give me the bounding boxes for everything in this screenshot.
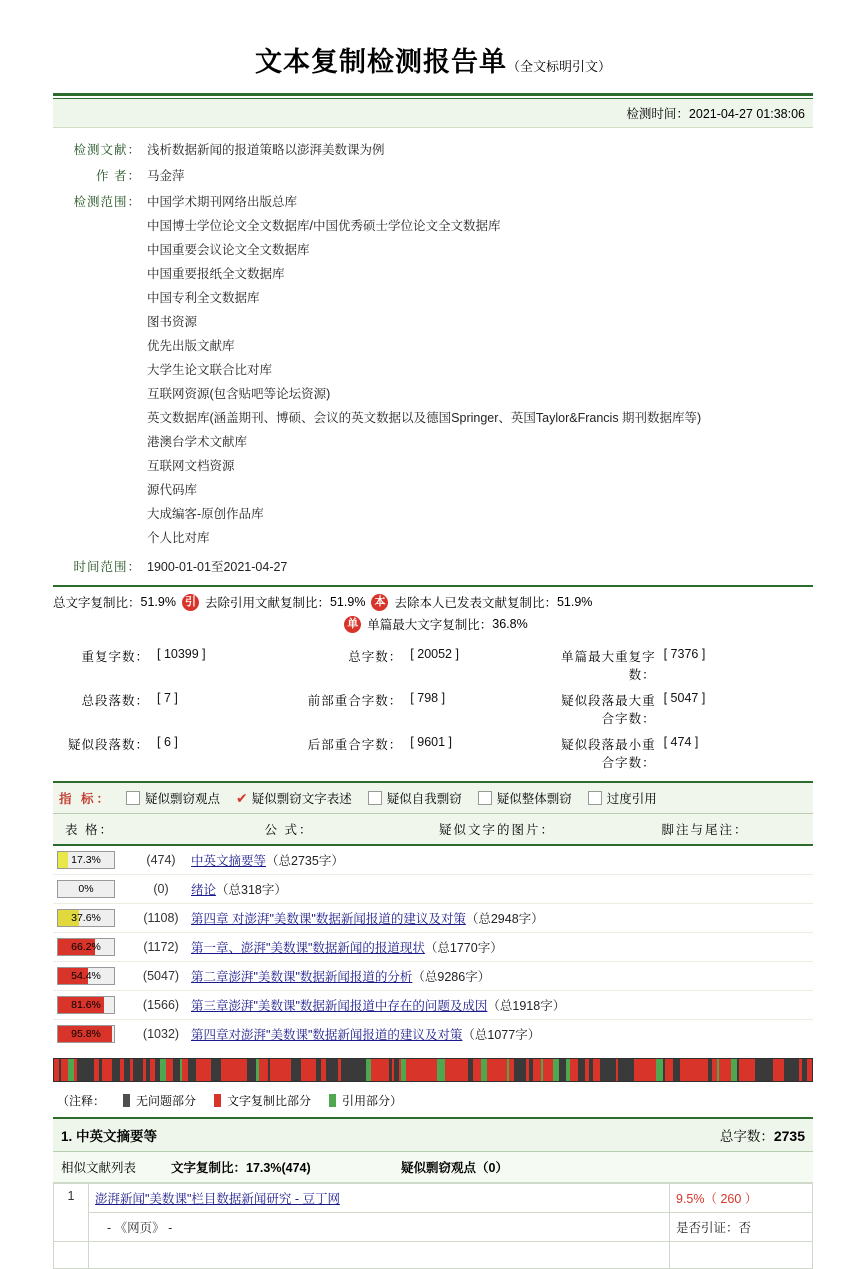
scope-label: 检测范围： [73, 195, 141, 209]
chapter-percent-label: 95.8% [71, 1028, 101, 1040]
stat-key: 疑似段落数： [67, 738, 149, 752]
stat-cell [306, 643, 559, 687]
scope-item: 优先出版文献库 [147, 339, 235, 353]
chapter-link[interactable]: 绪论 [191, 883, 217, 897]
chapter-percent-label: 81.6% [71, 999, 101, 1011]
scope-item: 图书资源 [147, 315, 198, 329]
stat-key: 疑似段落最大重合字数： [561, 694, 656, 726]
stats-line-2 [53, 613, 813, 639]
stat-value: [ 10399 ] [157, 647, 206, 661]
chapter-link[interactable]: 第一章、澎湃"美数课"数据新闻的报道现状 [191, 941, 425, 955]
reference-citation: 是否引证：否 [670, 1213, 813, 1242]
scope-item: 中国重要报纸全文数据库 [147, 267, 285, 281]
chapter-total: （总1077字） [462, 1028, 541, 1042]
section-title: 1. 中英文摘要等 [61, 1129, 158, 1144]
stat-cell [53, 731, 306, 775]
chapter-count: (5047) [142, 969, 180, 983]
stats-grid [53, 639, 813, 781]
chapter-count: (1566) [142, 998, 180, 1012]
chapter-count: (0) [153, 882, 169, 896]
chapter-percent-label: 0% [78, 883, 94, 895]
scope-item: 中国重要会议论文全文数据库 [147, 243, 310, 257]
checkbox-icon[interactable] [478, 791, 492, 805]
text-copy-label: 文字复制比： [171, 1161, 247, 1175]
chapter-title[interactable] [191, 1025, 540, 1043]
chapter-percent-bar [57, 909, 115, 927]
single-badge-icon: 单 [344, 616, 361, 633]
stat-key: 单篇最大重复字数： [561, 650, 656, 682]
text-copy-ratio [171, 1158, 401, 1176]
indicator-item-over-citation[interactable] [588, 789, 657, 807]
chapter-percent-bar [57, 880, 115, 898]
stat-cell [53, 643, 306, 687]
chapter-row[interactable] [53, 875, 813, 904]
chapter-link[interactable]: 第四章对澎湃"美数课"数据新闻报道的建议及对策 [191, 1028, 463, 1042]
chapter-list [53, 846, 813, 1048]
stat-value: [ 7376 ] [663, 647, 706, 661]
range-value: 1900-01-01至2021-04-27 [147, 560, 288, 574]
excl-self-value: 51.9% [556, 595, 593, 609]
info-row-range [53, 553, 813, 579]
chapter-percent-bar [57, 938, 115, 956]
stat-value: [ 798 ] [410, 691, 446, 705]
stat-value: [ 474 ] [663, 735, 699, 749]
excl-quote-value: 51.9% [329, 595, 366, 609]
reference-table [53, 1183, 813, 1269]
indicator-item-label: 疑似剽窃观点 [144, 792, 220, 806]
excl-self-label: 去除本人已发表文献复制比： [394, 596, 557, 610]
chapter-total: （总2948字） [465, 912, 544, 926]
checkbox-icon[interactable] [126, 791, 140, 805]
scope-item: 中国学术期刊网络出版总库 [147, 195, 298, 209]
chapter-title[interactable] [191, 967, 490, 985]
info-row-author [53, 162, 813, 188]
indicator-item-label: 疑似剽窃文字表述 [251, 792, 352, 806]
stat-key: 疑似段落最小重合字数： [561, 738, 656, 770]
chapter-count: (1032) [142, 1027, 180, 1041]
ribbon-legend [53, 1084, 813, 1119]
stat-value: [ 20052 ] [410, 647, 459, 661]
scope-item: 大学生论文联合比对库 [147, 363, 273, 377]
chapter-percent-bar [57, 1025, 115, 1043]
scope-item: 源代码库 [147, 483, 198, 497]
document-value: 浅析数据新闻的报道策略以澎湃美数课为例 [147, 143, 385, 157]
stat-value: [ 5047 ] [663, 691, 706, 705]
legend-swatch-copied-icon [214, 1094, 221, 1107]
stat-cell [306, 687, 559, 731]
stat-key: 后部重合字数： [307, 738, 403, 752]
stat-key: 总字数： [348, 650, 403, 664]
single-max-label: 单篇最大文字复制比： [367, 618, 493, 632]
reference-title-cell[interactable] [89, 1184, 670, 1213]
similarity-ribbon [53, 1058, 813, 1082]
page-title [53, 0, 813, 85]
legend-swatch-quoted-icon [329, 1094, 336, 1107]
stat-key: 总段落数： [81, 694, 149, 708]
self-badge-icon: 本 [371, 594, 388, 611]
excl-self-ratio [394, 593, 592, 611]
chapter-count: (1172) [143, 940, 179, 954]
range-label: 时间范围： [73, 560, 141, 574]
stat-cell [53, 687, 306, 731]
title-main: 文本复制检测报告单 [254, 47, 507, 77]
section-subheader [53, 1152, 813, 1183]
chapter-row[interactable] [53, 933, 813, 962]
suspected-idea-label: 疑似剽窃观点（0） [401, 1161, 508, 1175]
reference-link[interactable]: 澎湃新闻"美数课"栏目数据新闻研究 - 豆丁网 [95, 1192, 340, 1206]
chapter-title[interactable] [191, 909, 544, 927]
scope-item: 互联网文档资源 [147, 459, 235, 473]
chapter-count: (1108) [143, 911, 179, 925]
scope-item: 互联网资源(包含贴吧等论坛资源) [147, 387, 331, 401]
chapter-total: （总1770字） [424, 941, 503, 955]
stat-cell [306, 731, 559, 775]
section-total [720, 1125, 805, 1145]
chapter-title[interactable] [191, 880, 287, 898]
section-total-value: 2735 [773, 1128, 805, 1144]
chapter-percent-label: 54.4% [71, 970, 101, 982]
chapter-link[interactable]: 第二章澎湃"美数课"数据新闻报道的分析 [191, 970, 413, 984]
indicator-item-plagiarized-text[interactable] [236, 789, 352, 807]
scope-item: 个人比对库 [147, 531, 210, 545]
scope-item: 中国博士学位论文全文数据库/中国优秀硕士学位论文全文数据库 [147, 219, 501, 233]
total-copy-ratio [53, 593, 176, 611]
chapter-link[interactable]: 第三章澎湃"美数课"数据新闻报道中存在的问题及成因 [191, 999, 488, 1013]
row-index-empty [54, 1242, 89, 1269]
chapter-total: （总9286字） [412, 970, 491, 984]
indicator-image-label: 疑似文字的图片： [438, 823, 555, 837]
reference-empty-cell [670, 1242, 813, 1269]
chapter-link[interactable]: 第四章 对澎湃"美数课"数据新闻报道的建议及对策 [191, 912, 466, 926]
reference-percent: 9.5%（ 260 ） [670, 1184, 813, 1213]
section-total-label: 总字数： [719, 1129, 774, 1144]
excl-quote-label: 去除引用文献复制比： [204, 596, 330, 610]
chapter-total: （总318字） [216, 883, 287, 897]
document-label: 检测文献： [73, 143, 141, 157]
checkbox-icon[interactable] [368, 791, 382, 805]
chapter-percent-bar [57, 851, 115, 869]
chapter-row[interactable] [53, 1020, 813, 1048]
chapter-total: （总2735字） [266, 854, 344, 868]
indicator-item-self-plagiarism[interactable] [368, 789, 462, 807]
info-row-document [53, 136, 813, 162]
single-max-value: 36.8% [492, 617, 528, 631]
chapter-total: （总1918字） [487, 999, 566, 1013]
stat-key: 前部重合字数： [307, 694, 403, 708]
text-copy-value: 17.3%(474) [246, 1161, 311, 1175]
stat-cell [560, 731, 813, 775]
stat-value: [ 6 ] [157, 735, 178, 749]
chapter-row[interactable] [53, 991, 813, 1020]
stats-line-1 [53, 587, 813, 613]
chapter-count: (474) [146, 853, 176, 867]
section-header [53, 1119, 813, 1152]
indicator-table-label: 表 格： [65, 823, 114, 837]
chapter-percent-bar [57, 967, 115, 985]
scope-list [147, 192, 813, 549]
table-row [54, 1213, 813, 1242]
chapter-percent-label: 37.6% [71, 912, 101, 924]
chapter-title[interactable] [191, 996, 565, 1014]
divider-thick [53, 93, 813, 96]
indicator-item-label: 疑似自我剽窃 [386, 792, 462, 806]
legend-label-normal: 无问题部分 [136, 1094, 197, 1108]
legend-swatch-normal-icon [123, 1094, 130, 1107]
chapter-percent-label: 66.2% [71, 941, 101, 953]
check-icon: ✔ [236, 789, 248, 806]
stat-key: 重复字数： [81, 650, 149, 664]
scope-item: 英文数据库(涵盖期刊、博硕、会议的英文数据以及德国Springer、英国Taylor&Francis 期刊数据库等) [147, 411, 702, 425]
row-index: 1 [54, 1184, 89, 1242]
author-label: 作 者： [96, 169, 141, 183]
chapter-link[interactable]: 中英文摘要等 [191, 854, 267, 868]
stat-cell [560, 687, 813, 731]
scope-item: 大成编客-原创作品库 [147, 507, 264, 521]
excl-quote-ratio [205, 593, 365, 611]
scope-item: 港澳台学术文献库 [147, 435, 248, 449]
indicator-item-label: 过度引用 [606, 792, 657, 806]
table-row[interactable] [54, 1184, 813, 1213]
legend-label-quoted: 引用部分 [342, 1094, 391, 1108]
stat-value: [ 7 ] [157, 691, 178, 705]
legend-prefix: （注释： [57, 1094, 106, 1108]
total-copy-value: 51.9% [140, 595, 176, 609]
chapter-row[interactable] [53, 904, 813, 933]
info-row-scope [53, 188, 813, 553]
similar-list-label: 相似文献列表 [61, 1161, 137, 1175]
indicator-item-plagiarized-idea[interactable] [126, 789, 220, 807]
table-row [54, 1242, 813, 1269]
legend-label-copied: 文字复制比部分 [227, 1094, 312, 1108]
indicator-item-whole-plagiarism[interactable] [478, 789, 572, 807]
detection-time: 检测时间：2021-04-27 01:38:06 [53, 99, 813, 128]
indicator-formula-label: 公 式： [264, 823, 314, 837]
scope-item: 中国专利全文数据库 [147, 291, 260, 305]
reference-source: - 《网页》 - [89, 1213, 670, 1242]
quote-badge-icon: 引 [182, 594, 199, 611]
indicator-bar-secondary [53, 814, 813, 846]
chapter-percent-label: 17.3% [71, 854, 101, 866]
legend-suffix: ） [390, 1094, 403, 1108]
author-value: 马金萍 [147, 169, 185, 183]
stat-cell [560, 643, 813, 687]
chapter-row[interactable] [53, 962, 813, 991]
indicator-footnote-label: 脚注与尾注： [661, 823, 749, 837]
checkbox-icon[interactable] [588, 791, 602, 805]
total-copy-label: 总文字复制比： [53, 596, 141, 610]
chapter-title[interactable] [191, 938, 503, 956]
reference-empty-cell [89, 1242, 670, 1269]
indicator-bar [53, 781, 813, 814]
title-sub: （全文标明引文） [506, 59, 611, 74]
chapter-title[interactable] [191, 851, 344, 869]
chapter-percent-bar [57, 996, 115, 1014]
stat-value: [ 9601 ] [410, 735, 452, 749]
indicator-item-label: 疑似整体剽窃 [496, 792, 572, 806]
indicator-label: 指 标： [59, 792, 112, 806]
chapter-row[interactable] [53, 846, 813, 875]
